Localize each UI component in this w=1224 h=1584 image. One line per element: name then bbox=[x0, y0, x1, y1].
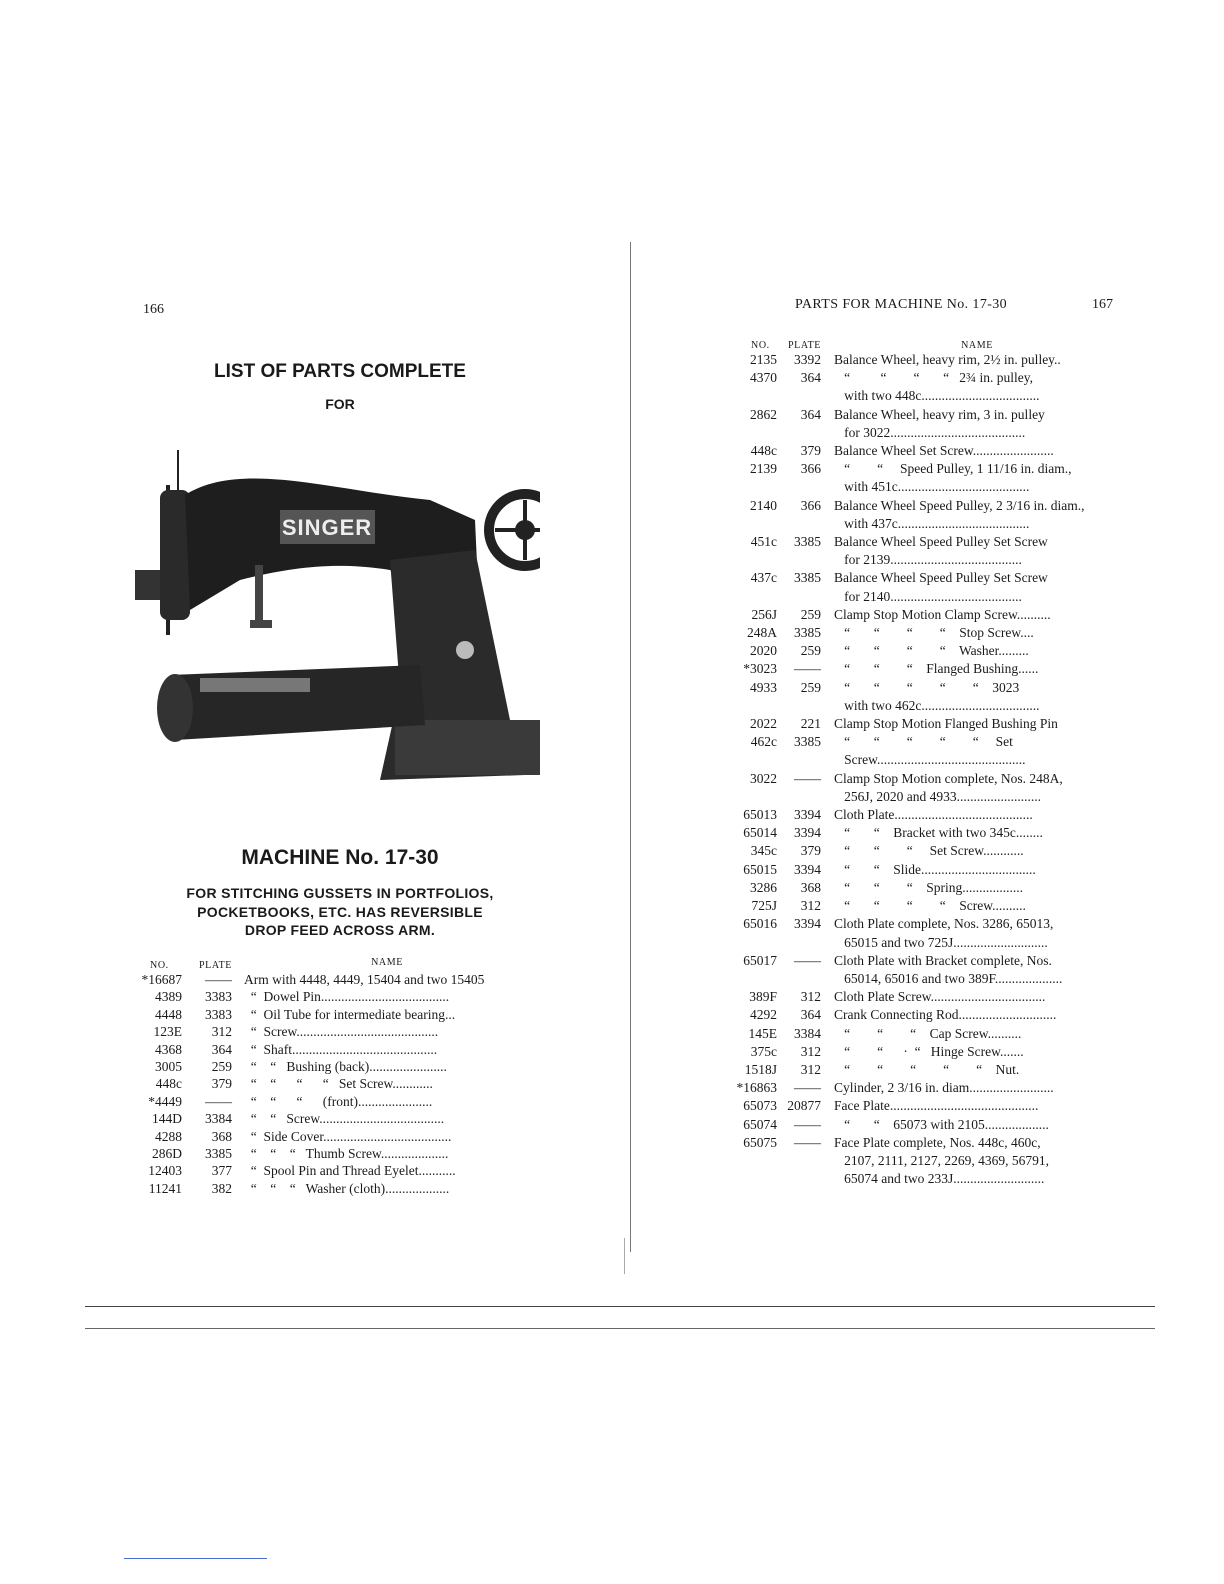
part-name-line: Cylinder, 2 3/16 in. diam......................... bbox=[834, 1080, 1054, 1096]
part-number: 4368 bbox=[155, 1041, 182, 1057]
part-number: 389F bbox=[749, 989, 777, 1005]
part-name: “ Shaft........................................... bbox=[244, 1041, 438, 1057]
part-number: 2862 bbox=[750, 406, 777, 422]
plate-number: 379 bbox=[800, 443, 821, 459]
plate-number: 366 bbox=[800, 497, 821, 513]
part-number: 12403 bbox=[148, 1163, 182, 1179]
table-row bbox=[735, 569, 1120, 605]
part-name-line: “ “ “ “ “ Nut. bbox=[834, 1061, 1020, 1077]
part-name-line: for 3022........................................ bbox=[834, 424, 1026, 440]
part-name-line: 2107, 2111, 2127, 2269, 4369, 56791, bbox=[834, 1152, 1049, 1168]
table-row bbox=[735, 1097, 1120, 1115]
part-name: “ “ “ Washer (cloth)................... bbox=[244, 1180, 450, 1196]
part-number: 4292 bbox=[750, 1007, 777, 1023]
table-row bbox=[735, 606, 1120, 624]
part-name-line: with two 448c................................... bbox=[834, 388, 1040, 404]
plate-number: 364 bbox=[211, 1041, 232, 1057]
part-number: 3005 bbox=[155, 1059, 182, 1075]
part-name bbox=[821, 1134, 1120, 1189]
part-name bbox=[821, 369, 1120, 405]
part-number: 2135 bbox=[750, 352, 777, 367]
part-number: 2139 bbox=[750, 461, 777, 477]
part-name-line: Cloth Plate......................................... bbox=[834, 807, 1033, 823]
part-name-line: Balance Wheel, heavy rim, 3 in. pulley bbox=[834, 406, 1045, 422]
header-no: NO. bbox=[150, 960, 169, 971]
part-number: 4933 bbox=[750, 679, 777, 695]
part-name: “ “ “ “ Set Screw............ bbox=[244, 1076, 433, 1092]
plate-number: 3392 bbox=[794, 352, 821, 367]
table-row bbox=[735, 1006, 1120, 1024]
part-number: 4370 bbox=[750, 370, 777, 386]
part-name-line: Clamp Stop Motion Clamp Screw.......... bbox=[834, 606, 1051, 622]
machine-subtitle-3: DROP FEED ACROSS ARM. bbox=[244, 922, 436, 938]
part-number: 4389 bbox=[155, 989, 182, 1005]
part-number: 448c bbox=[155, 1076, 182, 1092]
scan-rule-1 bbox=[85, 1306, 1155, 1307]
right-table-body bbox=[735, 351, 1120, 1188]
plate-number: —— bbox=[794, 1080, 821, 1096]
part-number: 11241 bbox=[148, 1180, 182, 1196]
part-number: *4449 bbox=[148, 1093, 182, 1109]
part-name-line: for 2139....................................... bbox=[834, 552, 1022, 568]
part-name-line: “ “ “ Flanged Bushing...... bbox=[834, 661, 1039, 677]
table-row bbox=[735, 733, 1120, 769]
right-parts-table bbox=[735, 337, 1120, 1188]
part-number: 65013 bbox=[743, 807, 777, 823]
plate-number: —— bbox=[794, 661, 821, 677]
table-row bbox=[735, 806, 1120, 824]
part-number: *3023 bbox=[743, 661, 777, 677]
part-name-line: “ “ “ “ Washer......... bbox=[834, 643, 1029, 659]
plate-number: 377 bbox=[211, 1163, 232, 1179]
page-gutter-lower bbox=[624, 1238, 625, 1274]
plate-number: —— bbox=[794, 770, 821, 786]
part-name: “ “ Screw..................................... bbox=[244, 1111, 445, 1127]
plate-number: 3385 bbox=[794, 625, 821, 641]
plate-number: —— bbox=[794, 952, 821, 968]
part-name bbox=[821, 1079, 1120, 1097]
part-number: 65017 bbox=[743, 952, 777, 968]
plate-number: 3384 bbox=[205, 1111, 232, 1127]
table-row bbox=[130, 1145, 530, 1162]
part-number: 144D bbox=[152, 1111, 182, 1127]
part-number: 345c bbox=[750, 843, 777, 859]
part-number: 65075 bbox=[743, 1134, 777, 1150]
part-name-line: Cloth Plate complete, Nos. 3286, 65013, bbox=[834, 916, 1054, 932]
table-row bbox=[735, 406, 1120, 442]
plate-number: 259 bbox=[800, 606, 821, 622]
part-number: 448c bbox=[750, 443, 777, 459]
part-name: “ “ “ (front)...................... bbox=[244, 1093, 433, 1109]
plate-number: 379 bbox=[800, 843, 821, 859]
part-number: 4288 bbox=[155, 1128, 182, 1144]
part-name bbox=[821, 842, 1120, 860]
plate-number: 3394 bbox=[794, 825, 821, 841]
part-name-line: Clamp Stop Motion Flanged Bushing Pin bbox=[834, 716, 1058, 732]
part-name-line: Face Plate complete, Nos. 448c, 460c, bbox=[834, 1134, 1041, 1150]
header-name: NAME bbox=[961, 340, 993, 351]
plate-number: 312 bbox=[800, 1043, 821, 1059]
plate-number: 312 bbox=[800, 1061, 821, 1077]
part-name: “ “ Bushing (back)....................... bbox=[244, 1059, 447, 1075]
part-name-line: Clamp Stop Motion complete, Nos. 248A, bbox=[834, 770, 1063, 786]
table-row bbox=[735, 351, 1120, 369]
table-row bbox=[735, 442, 1120, 460]
part-name bbox=[821, 897, 1120, 915]
plate-number: 3383 bbox=[205, 989, 232, 1005]
table-row bbox=[130, 988, 530, 1005]
part-name-line: “ “ “ Cap Screw.......... bbox=[834, 1025, 1022, 1041]
plate-number: 368 bbox=[800, 879, 821, 895]
part-name bbox=[821, 770, 1120, 806]
table-row bbox=[735, 988, 1120, 1006]
scan-rule-2 bbox=[85, 1328, 1155, 1329]
left-table-header bbox=[130, 953, 530, 971]
part-name bbox=[821, 1025, 1120, 1043]
part-name-line: with two 462c................................... bbox=[834, 697, 1040, 713]
part-name-line: with 437c....................................... bbox=[834, 515, 1030, 531]
part-name-line: Balance Wheel Set Screw........................ bbox=[834, 443, 1054, 459]
part-name-line: 65074 and two 233J........................... bbox=[834, 1171, 1045, 1187]
singer-brand-text: SINGER bbox=[281, 515, 373, 540]
part-name-line: 256J, 2020 and 4933......................... bbox=[834, 788, 1041, 804]
table-row bbox=[735, 1061, 1120, 1079]
table-row bbox=[735, 660, 1120, 678]
table-row bbox=[735, 369, 1120, 405]
part-number: 375c bbox=[750, 1043, 777, 1059]
part-number: 3286 bbox=[750, 879, 777, 895]
part-name bbox=[821, 733, 1120, 769]
table-row bbox=[130, 1023, 530, 1040]
plate-number: 20877 bbox=[787, 1098, 821, 1114]
part-number: 2020 bbox=[750, 643, 777, 659]
part-name bbox=[821, 406, 1120, 442]
part-name bbox=[821, 806, 1120, 824]
table-row bbox=[130, 1006, 530, 1023]
part-name-line: “ “ “ “ 2¾ in. pulley, bbox=[834, 370, 1033, 386]
part-number: 65074 bbox=[743, 1116, 777, 1132]
part-number: *16863 bbox=[736, 1080, 777, 1096]
part-name-line: “ “ · “ Hinge Screw....... bbox=[834, 1043, 1024, 1059]
sewing-machine-illustration bbox=[130, 450, 540, 795]
list-heading-for: FOR bbox=[325, 396, 355, 412]
plate-number: —— bbox=[794, 1116, 821, 1132]
plate-number: 312 bbox=[211, 1024, 232, 1040]
plate-number: 259 bbox=[800, 679, 821, 695]
part-name bbox=[821, 460, 1120, 496]
table-row bbox=[735, 642, 1120, 660]
plate-number: 3385 bbox=[794, 570, 821, 586]
header-plate: PLATE bbox=[788, 340, 821, 351]
plate-number: 3385 bbox=[794, 534, 821, 550]
plate-number: 312 bbox=[800, 989, 821, 1005]
part-number: 248A bbox=[747, 625, 777, 641]
part-name bbox=[821, 569, 1120, 605]
table-row bbox=[130, 1180, 530, 1197]
part-name bbox=[821, 824, 1120, 842]
plate-number: 3384 bbox=[794, 1025, 821, 1041]
page-gutter bbox=[630, 242, 631, 1252]
table-row bbox=[735, 679, 1120, 715]
plate-number: 3394 bbox=[794, 807, 821, 823]
part-name-line: 65014, 65016 and two 389F.................... bbox=[834, 970, 1063, 986]
table-row bbox=[735, 1116, 1120, 1134]
part-name-line: Face Plate............................................ bbox=[834, 1098, 1039, 1114]
part-name-line: Cloth Plate with Bracket complete, Nos. bbox=[834, 952, 1052, 968]
table-row bbox=[735, 824, 1120, 842]
part-name-line: “ “ Bracket with two 345c........ bbox=[834, 825, 1043, 841]
table-row bbox=[735, 915, 1120, 951]
part-name: “ Spool Pin and Thread Eyelet........... bbox=[244, 1163, 456, 1179]
header-name: NAME bbox=[371, 956, 403, 968]
part-name: “ Side Cover...................................... bbox=[244, 1128, 452, 1144]
part-name-line: “ “ “ Set Screw............ bbox=[834, 843, 1024, 859]
table-row bbox=[130, 1041, 530, 1058]
left-page-number: 166 bbox=[143, 302, 164, 317]
part-name bbox=[821, 679, 1120, 715]
plate-number: 364 bbox=[800, 406, 821, 422]
table-row bbox=[735, 842, 1120, 860]
part-name-line: 65015 and two 725J............................ bbox=[834, 934, 1048, 950]
part-name-line: “ “ “ “ “ 3023 bbox=[834, 679, 1020, 695]
header-plate: PLATE bbox=[199, 960, 232, 971]
part-number: 462c bbox=[750, 734, 777, 750]
plate-number: 3394 bbox=[794, 861, 821, 877]
part-name-line: “ “ “ Spring.................. bbox=[834, 879, 1023, 895]
part-name-line: for 2140....................................... bbox=[834, 588, 1022, 604]
part-name bbox=[821, 988, 1120, 1006]
header-no: NO. bbox=[751, 340, 770, 351]
part-name-line: “ “ “ “ Screw.......... bbox=[834, 898, 1026, 914]
part-name-line: “ “ “ “ Stop Screw.... bbox=[834, 625, 1034, 641]
right-table-header bbox=[735, 337, 1120, 351]
part-name: Arm with 4448, 4449, 15404 and two 15405 bbox=[244, 972, 485, 987]
table-row bbox=[735, 879, 1120, 897]
part-number: 65016 bbox=[743, 916, 777, 932]
plate-number: 259 bbox=[211, 1059, 232, 1075]
part-number: 437c bbox=[750, 570, 777, 586]
table-row bbox=[735, 1134, 1120, 1189]
part-number: 65015 bbox=[743, 861, 777, 877]
table-row bbox=[735, 1079, 1120, 1097]
part-name bbox=[821, 715, 1120, 733]
table-row bbox=[735, 1025, 1120, 1043]
part-name-line: Crank Connecting Rod............................. bbox=[834, 1007, 1057, 1023]
plate-number: —— bbox=[794, 1134, 821, 1150]
part-name-line: with 451c....................................... bbox=[834, 479, 1030, 495]
part-name bbox=[821, 442, 1120, 460]
plate-number: —— bbox=[205, 1093, 232, 1109]
part-number: 3022 bbox=[750, 770, 777, 786]
plate-number: 364 bbox=[800, 1007, 821, 1023]
table-row bbox=[130, 1058, 530, 1075]
part-number: 451c bbox=[750, 534, 777, 550]
table-row bbox=[735, 497, 1120, 533]
part-number: 1518J bbox=[744, 1061, 777, 1077]
plate-number: 382 bbox=[211, 1180, 232, 1196]
left-parts-table bbox=[130, 953, 530, 1197]
part-name-line: Screw............................................ bbox=[834, 752, 1026, 768]
part-name-line: “ “ 65073 with 2105................... bbox=[834, 1116, 1049, 1132]
part-name: “ Screw.......................................... bbox=[244, 1024, 439, 1040]
plate-number: 3394 bbox=[794, 916, 821, 932]
part-number: *16687 bbox=[141, 972, 182, 987]
plate-number: 312 bbox=[800, 898, 821, 914]
part-name bbox=[821, 952, 1120, 988]
table-row bbox=[735, 770, 1120, 806]
table-row bbox=[735, 897, 1120, 915]
part-name-line: “ “ Speed Pulley, 1 11/16 in. diam., bbox=[834, 461, 1072, 477]
part-name-line: “ “ Slide.................................. bbox=[834, 861, 1036, 877]
table-row bbox=[130, 1128, 530, 1145]
machine-subtitle-2: POCKETBOOKS, ETC. HAS REVERSIBLE bbox=[197, 904, 483, 920]
part-number: 145E bbox=[748, 1025, 777, 1041]
part-name bbox=[821, 351, 1120, 369]
plate-number: —— bbox=[205, 972, 232, 987]
part-name bbox=[821, 861, 1120, 879]
part-name bbox=[821, 497, 1120, 533]
part-number: 123E bbox=[153, 1024, 182, 1040]
part-name bbox=[821, 1006, 1120, 1024]
plate-number: 221 bbox=[800, 716, 821, 732]
plate-number: 366 bbox=[800, 461, 821, 477]
part-number: 256J bbox=[751, 606, 777, 622]
part-number: 65073 bbox=[743, 1098, 777, 1114]
part-name bbox=[821, 915, 1120, 951]
left-table-body bbox=[130, 971, 530, 1197]
part-name bbox=[821, 879, 1120, 897]
scan-artifact-line bbox=[124, 1558, 267, 1559]
part-name bbox=[821, 624, 1120, 642]
part-number: 4448 bbox=[155, 1006, 182, 1022]
part-name bbox=[821, 1043, 1120, 1061]
part-name bbox=[821, 642, 1120, 660]
table-row bbox=[130, 971, 530, 988]
part-name: “ Dowel Pin...................................... bbox=[244, 989, 450, 1005]
part-name-line: Balance Wheel Speed Pulley, 2 3/16 in. diam., bbox=[834, 497, 1085, 513]
plate-number: 3385 bbox=[794, 734, 821, 750]
table-row bbox=[735, 533, 1120, 569]
table-row bbox=[735, 460, 1120, 496]
list-heading: LIST OF PARTS COMPLETE bbox=[214, 361, 466, 382]
part-name-line: Balance Wheel, heavy rim, 2½ in. pulley.. bbox=[834, 352, 1061, 367]
plate-number: 368 bbox=[211, 1128, 232, 1144]
table-row bbox=[130, 1110, 530, 1127]
plate-number: 364 bbox=[800, 370, 821, 386]
part-name: “ “ “ Thumb Screw.................... bbox=[244, 1146, 449, 1162]
running-head: PARTS FOR MACHINE No. 17-30 bbox=[795, 297, 1008, 312]
part-name-line: Balance Wheel Speed Pulley Set Screw bbox=[834, 534, 1048, 550]
table-row bbox=[130, 1093, 530, 1110]
part-name bbox=[821, 660, 1120, 678]
table-row bbox=[130, 1162, 530, 1179]
table-row bbox=[735, 715, 1120, 733]
table-row bbox=[735, 952, 1120, 988]
part-name bbox=[821, 606, 1120, 624]
table-row bbox=[130, 1075, 530, 1092]
part-number: 725J bbox=[751, 898, 777, 914]
part-number: 2022 bbox=[750, 716, 777, 732]
part-name: “ Oil Tube for intermediate bearing... bbox=[244, 1006, 456, 1022]
part-name-line: Cloth Plate Screw.................................. bbox=[834, 989, 1046, 1005]
part-name-line: Balance Wheel Speed Pulley Set Screw bbox=[834, 570, 1048, 586]
part-number: 2140 bbox=[750, 497, 777, 513]
right-page-number: 167 bbox=[1092, 297, 1113, 312]
part-number: 65014 bbox=[743, 825, 777, 841]
table-row bbox=[735, 861, 1120, 879]
machine-subtitle-1: FOR STITCHING GUSSETS IN PORTFOLIOS, bbox=[186, 885, 494, 901]
plate-number: 259 bbox=[800, 643, 821, 659]
part-name bbox=[821, 533, 1120, 569]
machine-title: MACHINE No. 17-30 bbox=[241, 846, 439, 869]
plate-number: 379 bbox=[211, 1076, 232, 1092]
part-name bbox=[821, 1116, 1120, 1134]
part-name bbox=[821, 1097, 1120, 1115]
table-row bbox=[735, 1043, 1120, 1061]
plate-number: 3385 bbox=[205, 1146, 232, 1162]
part-number: 286D bbox=[152, 1146, 182, 1162]
part-name-line: “ “ “ “ “ Set bbox=[834, 734, 1013, 750]
plate-number: 3383 bbox=[205, 1006, 232, 1022]
part-name bbox=[821, 1061, 1120, 1079]
table-row bbox=[735, 624, 1120, 642]
